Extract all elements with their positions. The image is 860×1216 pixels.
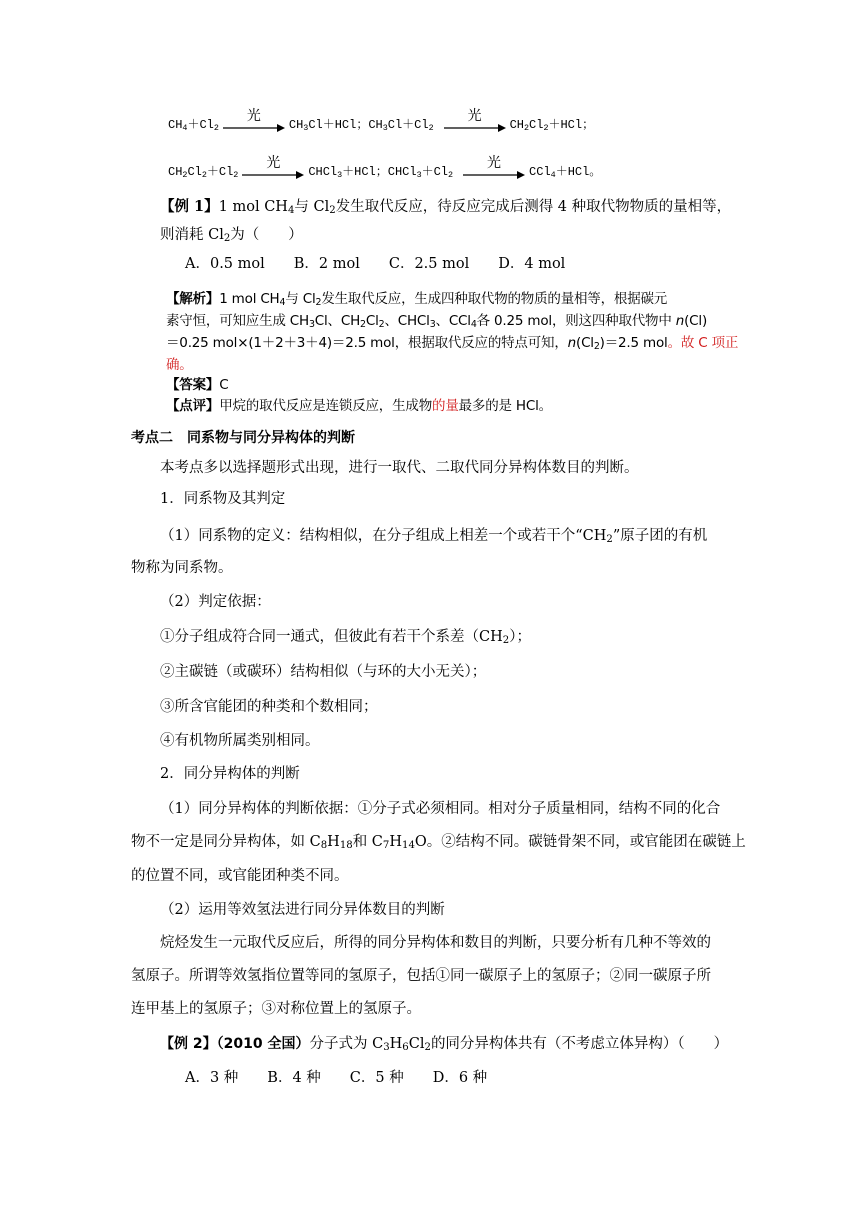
example1-analysis-line1: 【解析】1 mol $CH_4$与 $Cl_2$发生取代反应，生成四种取代物的物质的量相等，根据碳元 bbox=[166, 291, 668, 308]
section2-heading: 考点二 同系物与同分异构体的判断 bbox=[131, 430, 355, 446]
equiv-h-line3: 连甲基上的氢原子；③对称位置上的氢原子。 bbox=[131, 1001, 421, 1017]
eq3-reactants: $CH_2Cl_2+Cl_2$ bbox=[168, 165, 239, 180]
example1-analysis-line3: ＝0.25 mol×(1＋2＋3＋4)＝2.5 mol，根据取代反应的特点可知，$n(Cl_2)=2.5$ mol。故 C 项正 bbox=[166, 335, 739, 352]
example2-question: 【例 2】（2010 全国）分子式为 $C_3H_6Cl_2$的同分异构体共有（不考虑立体异构）（ ） bbox=[160, 1036, 729, 1053]
example1-analysis-line2: 素守恒，可知应生成 $CH_3Cl$、$CH_2Cl_2$、CHCl$_3$、CCl$_4$各 0.25 mol，则这四种取代物中 n(Cl) bbox=[166, 313, 708, 330]
section2-subheading-2: 2．同分异构体的判断 bbox=[160, 766, 300, 782]
example2-options: A．3 种 B．4 种 C．5 种 D．6 种 bbox=[185, 1070, 488, 1086]
example1-options: A．0.5 mol B．2 mol C．2.5 mol D．4 mol bbox=[185, 256, 566, 272]
example1-question-line1 bbox=[160, 197, 731, 217]
basis-item-3: ③所含官能团的种类和个数相同； bbox=[160, 699, 378, 715]
eq4-products: CCl$_4$＋HCl。 bbox=[529, 165, 602, 180]
equiv-h-heading: （2）运用等效氢法进行同分异体数目的判断 bbox=[160, 902, 445, 918]
example1-analysis-line4: 确。 bbox=[166, 357, 193, 373]
light-arrow bbox=[444, 108, 506, 132]
section2-intro: 本考点多以选择题形式出现，进行一取代、二取代同分异构体数目的判断。 bbox=[160, 460, 639, 476]
arrow-icon bbox=[444, 124, 506, 132]
light-arrow bbox=[242, 155, 304, 179]
example1-answer: 【答案】C bbox=[166, 377, 229, 393]
arrow-label: 光 bbox=[246, 108, 261, 124]
example2-tag: 【例 2】 bbox=[160, 1036, 217, 1052]
section2-subheading-1: 1．同系物及其判定 bbox=[160, 491, 286, 507]
arrow-label: 光 bbox=[467, 108, 482, 124]
isomer-line2: 物不一定是同分异构体，如 $C_8H_{18}$和 $C_7H_{14}O$。②结构不同。碳链骨架不同，或官能团在碳链上 bbox=[131, 834, 746, 851]
eq1-products: $CH_3Cl+HCl$；$CH_3Cl+Cl_2$ bbox=[288, 118, 434, 133]
equiv-h-line2: 氢原子。所谓等效氢指位置等同的氢原子，包括①同一碳原子上的氢原子；②同一碳原子所 bbox=[131, 968, 711, 984]
isomer-line3: 的位置不同，或官能团种类不同。 bbox=[131, 868, 349, 884]
basis-item-1: ①分子组成符合同一通式，但彼此有若干个系差$(CH_2)$； bbox=[160, 629, 531, 646]
example1-question-line2: 则消耗 $Cl_2$为（ ） bbox=[160, 227, 303, 244]
basis-heading: （2）判定依据： bbox=[160, 594, 271, 610]
example2-source: （2010 全国） bbox=[216, 1036, 310, 1052]
arrow-icon bbox=[242, 171, 304, 179]
light-arrow bbox=[223, 108, 285, 132]
eq3-products: CHCl$_3$＋HCl；$CHCl_3+Cl_2$ bbox=[308, 165, 454, 180]
arrow-label: 光 bbox=[487, 155, 502, 171]
basis-item-2: ②主碳链（或碳环）结构相似（与环的大小无关）； bbox=[160, 664, 487, 680]
example1-question-text: 1 mol $CH_4$与 $Cl_2$发生取代反应，待反应完成后测得 4 种取代物物质的量相等， bbox=[218, 199, 732, 216]
definition-line2: 物称为同系物。 bbox=[131, 560, 233, 576]
arrow-icon bbox=[463, 171, 525, 179]
arrow-label: 光 bbox=[266, 155, 281, 171]
definition-line1: （1）同系物的定义：结构相似，在分子组成上相差一个或若干个“$CH_2$”原子团的有机 bbox=[160, 528, 708, 545]
equation-row-1 bbox=[168, 108, 594, 132]
example1-tag: 【例 1】 bbox=[160, 198, 219, 215]
equiv-h-line1: 烷烃发生一元取代反应后，所得的同分异构体和数目的判断，只要分析有几种不等效的 bbox=[160, 935, 711, 951]
isomer-line1: （1）同分异构体的判断依据：①分子式必须相同。相对分子质量相同，结构不同的化合 bbox=[160, 801, 721, 817]
eq1-reactants: $CH_4+Cl_2$ bbox=[168, 118, 219, 133]
light-arrow bbox=[463, 155, 525, 179]
arrow-icon bbox=[223, 124, 285, 132]
basis-item-4: ④有机物所属类别相同。 bbox=[160, 733, 320, 749]
analysis-conclusion: 。故 C 项正 bbox=[667, 335, 739, 351]
equation-row-2 bbox=[168, 155, 601, 179]
example1-comment: 【点评】甲烷的取代反应是连锁反应，生成物的量最多的是 HCl。 bbox=[166, 398, 552, 414]
eq2-products: $CH_2Cl_2+HCl$； bbox=[509, 118, 595, 133]
